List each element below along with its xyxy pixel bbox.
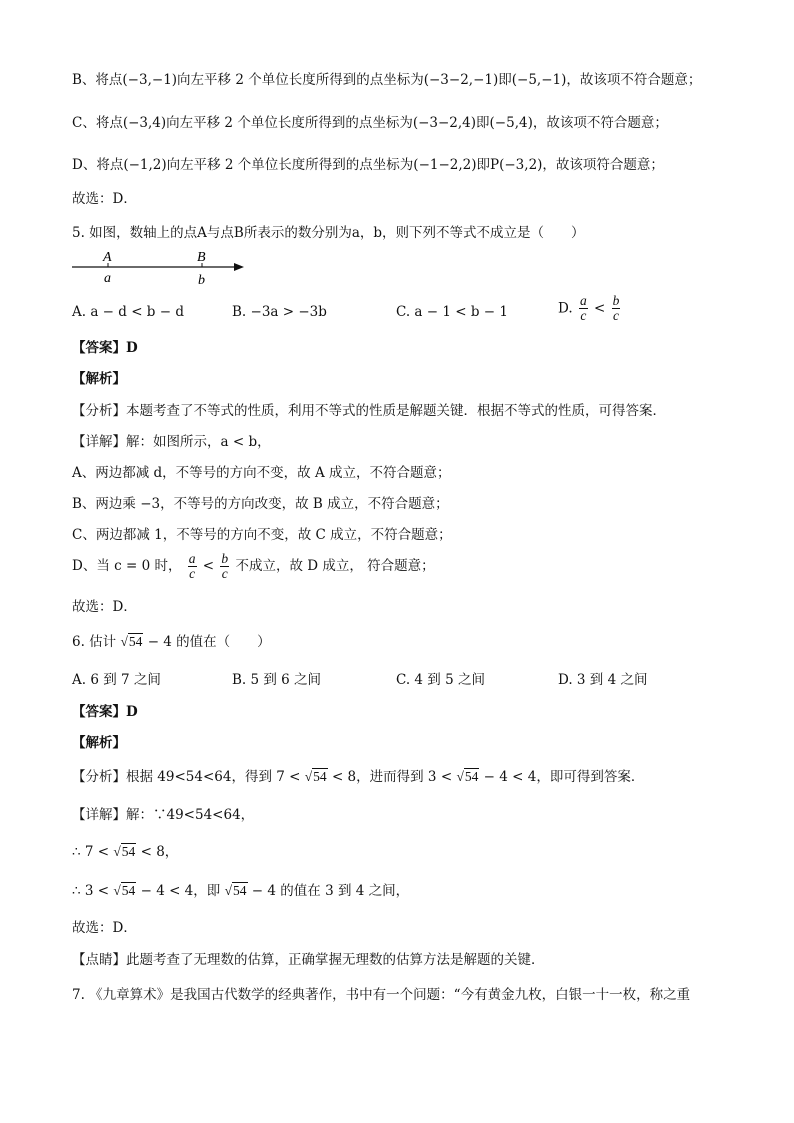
point-b-value: b [198,273,205,288]
q5-analysis-heading: 【解析】 [72,371,126,387]
sqrt-54: √54 [224,883,247,898]
q6-option-c: C. 4 到 5 之间 [396,672,485,688]
q6-choice: 故选：D． [72,920,137,936]
point-a-label: A [103,250,112,265]
q5-option-c: C. a − 1 < b − 1 [396,304,508,320]
q6-fenxi: 【分析】根据 49<54<64，得到 7 < √54 < 8，进而得到 3 < √54 − 4 < 4，即可得到答案． [72,769,645,785]
q5-fenxi: 【分析】本题考查了不等式的性质，利用不等式的性质是解题关键．根据不等式的性质，可得答案． [72,403,666,419]
q5-explain-a: A、两边都减 d，不等号的方向不变，故 A 成立，不符合题意； [72,465,451,481]
q6-option-b: B. 5 到 6 之间 [232,672,322,688]
q6-detail: 【详解】解：∵49<54<64， [72,807,255,823]
q5-option-a: A. a − d < b − d [72,304,184,320]
q6-step1: ∴ 7 < √54 < 8， [72,844,179,860]
q4-choice: 故选：D． [72,191,137,207]
q6-option-d: D. 3 到 4 之间 [558,672,648,688]
q7-stem: 7. 《九章算术》是我国古代数学的经典著作，书中有一个问题：“今有黄金九枚，白银一十一枚，称之重 [72,987,691,1003]
q6-answer: 【答案】D [72,704,138,720]
q6-option-a: A. 6 到 7 之间 [72,672,161,688]
q5-option-d: D. $\frac{a}{c}$ < $\frac{b}{c}$ [558,293,620,323]
q5-detail: 【详解】解：如图所示，a < b， [72,434,271,450]
fraction-b-over-c: $\frac{b}{c}$ [221,551,229,581]
q5-option-d-label: D. [558,300,573,317]
q5-choice: 故选：D． [72,599,137,615]
sqrt-54: √54 [113,883,136,898]
point-a-value: a [104,271,111,286]
q6-stem: 6. 估计 √54 − 4 的值在（ ） [72,634,271,650]
fraction-b-over-c: $\frac{b}{c}$ [612,293,620,323]
number-line-figure [68,246,252,290]
sqrt-54: √54 [113,844,136,859]
q4-option-c-explanation: C、将点(−3,4)向左平移 2 个单位长度所得到的点坐标为(−3−2,4)即(−5,4)，故该项不符合题意； [72,115,668,131]
fraction-a-over-c: $\frac{a}{c}$ [579,293,587,323]
q6-step2: ∴ 3 < √54 − 4 < 4，即 √54 − 4 的值在 3 到 4 之间， [72,883,410,899]
q5-explain-c: C、两边都减 1，不等号的方向不变，故 C 成立，不符合题意； [72,527,452,543]
q5-option-b: B. −3a > −3b [232,304,327,320]
q5-explain-d: D、当 c = 0 时， $\frac{a}{c}$ < $\frac{b}{c}$ 不成立，故 D 成立， 符合题意； [72,551,435,581]
fraction-a-over-c: $\frac{a}{c}$ [188,551,196,581]
q4-option-d-explanation: D、将点(−1,2)向左平移 2 个单位长度所得到的点坐标为(−1−2,2)即P(−3,2)，故该项符合题意； [72,157,664,173]
sqrt-54: √54 [120,634,143,649]
q5-answer: 【答案】D [72,340,138,356]
point-b-label: B [197,250,206,265]
q6-dianjing: 【点睛】此题考查了无理数的估算，正确掌握无理数的估算方法是解题的关键． [72,952,545,968]
q5-stem: 5. 如图，数轴上的点A与点B所表示的数分别为a，b，则下列不等式不成立是（ ） [72,225,585,241]
q6-analysis-heading: 【解析】 [72,735,126,751]
q4-option-b-explanation: B、将点(−3,−1)向左平移 2 个单位长度所得到的点坐标为(−3−2,−1)即(−5,−1)，故该项不符合题意； [72,72,702,88]
sqrt-54: √54 [456,769,479,784]
q5-explain-b: B、两边乘 −3，不等号的方向改变，故 B 成立，不符合题意； [72,496,449,512]
number-line-arrow [234,263,244,271]
sqrt-54: √54 [304,769,327,784]
